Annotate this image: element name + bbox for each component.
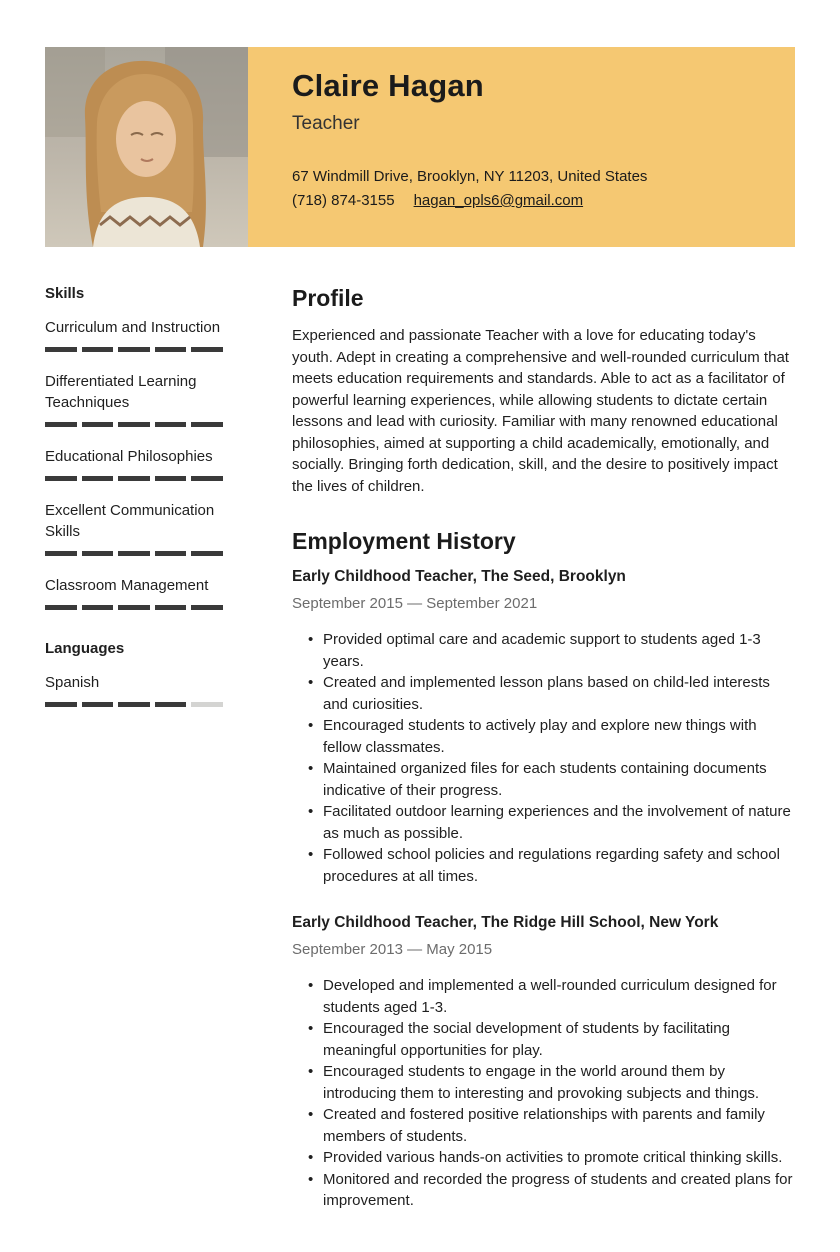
bullet-text: Provided optimal care and academic support to students aged 1-3 years. bbox=[323, 631, 761, 670]
profile-photo bbox=[45, 47, 248, 247]
bullet-text: Provided various hands-on activities to promote critical thinking skills. bbox=[323, 1149, 783, 1166]
bullet-marker: • bbox=[308, 1020, 314, 1037]
skill-item bbox=[45, 672, 223, 707]
profile-heading: Profile bbox=[292, 285, 364, 311]
skills-list bbox=[45, 317, 223, 610]
skill-level-segment bbox=[45, 422, 77, 427]
skill-level-segment bbox=[82, 422, 114, 427]
skill-level-segment bbox=[82, 702, 114, 707]
bullet-text: Developed and implemented a well-rounded curriculum designed for students aged 1-3. bbox=[323, 977, 777, 1016]
job-bullet bbox=[292, 1169, 795, 1212]
skill-level-segment bbox=[118, 605, 150, 610]
bullet-marker: • bbox=[308, 1106, 314, 1123]
candidate-title: Teacher bbox=[292, 113, 360, 134]
candidate-name: Claire Hagan bbox=[292, 68, 484, 103]
job-bullet bbox=[292, 1104, 795, 1147]
skill-level-bar bbox=[45, 702, 223, 707]
skill-level-bar bbox=[45, 422, 223, 427]
bullet-text: Encouraged students to engage in the world around them by introducing them to interesting and provoking subjects and things. bbox=[323, 1063, 760, 1102]
skill-level-segment bbox=[82, 347, 114, 352]
skill-level-bar bbox=[45, 605, 223, 610]
skill-level-segment bbox=[191, 551, 223, 556]
job-bullet bbox=[292, 801, 795, 844]
email-link[interactable]: hagan_opls6@gmail.com bbox=[413, 192, 584, 209]
skill-item bbox=[45, 500, 223, 556]
skill-label: Excellent Communication Skills bbox=[45, 502, 215, 540]
skill-level-bar bbox=[45, 551, 223, 556]
employment-section bbox=[292, 528, 795, 1212]
bullet-marker: • bbox=[308, 1149, 314, 1166]
skill-level-bar bbox=[45, 476, 223, 481]
main-column bbox=[292, 285, 795, 1212]
phone: (718) 874-3155 bbox=[292, 192, 395, 209]
sidebar bbox=[45, 285, 223, 1212]
job-bullet bbox=[292, 1018, 795, 1061]
job-entry bbox=[292, 568, 795, 887]
bullet-text: Facilitated outdoor learning experiences and the involvement of nature as much as possible. bbox=[323, 803, 791, 842]
skill-level-segment bbox=[82, 605, 114, 610]
skill-label: Educational Philosophies bbox=[45, 448, 213, 465]
bullet-marker: • bbox=[308, 1063, 314, 1080]
job-title: Early Childhood Teacher, The Seed, Brooklyn bbox=[292, 568, 626, 585]
bullet-marker: • bbox=[308, 631, 314, 648]
header-text bbox=[248, 47, 795, 247]
skill-item bbox=[45, 317, 223, 352]
employment-heading: Employment History bbox=[292, 528, 516, 554]
skill-level-segment bbox=[82, 551, 114, 556]
skill-level-segment bbox=[191, 347, 223, 352]
bullet-text: Monitored and recorded the progress of students and created plans for improvement. bbox=[323, 1170, 793, 1209]
skills-heading: Skills bbox=[45, 285, 85, 302]
contact-row bbox=[292, 192, 785, 209]
job-dates: September 2013 — May 2015 bbox=[292, 941, 493, 958]
job-bullet bbox=[292, 1061, 795, 1104]
skill-level-segment bbox=[118, 476, 150, 481]
bullet-text: Created and implemented lesson plans based on child-led interests and curiosities. bbox=[323, 674, 770, 713]
skill-level-segment bbox=[191, 422, 223, 427]
bullet-marker: • bbox=[308, 674, 314, 691]
skill-item bbox=[45, 371, 223, 427]
job-bullet bbox=[292, 844, 795, 887]
skill-level-segment bbox=[45, 551, 77, 556]
bullet-marker: • bbox=[308, 803, 314, 820]
profile-section bbox=[292, 285, 795, 497]
job-bullets bbox=[292, 975, 795, 1212]
job-bullet bbox=[292, 758, 795, 801]
job-bullet bbox=[292, 629, 795, 672]
skill-level-bar bbox=[45, 347, 223, 352]
skill-level-segment bbox=[155, 605, 187, 610]
job-title: Early Childhood Teacher, The Ridge Hill School, New York bbox=[292, 914, 719, 931]
resume-header bbox=[45, 47, 795, 247]
skill-item bbox=[45, 446, 223, 481]
job-dates: September 2015 — September 2021 bbox=[292, 595, 538, 612]
job-bullet bbox=[292, 1147, 795, 1169]
skill-level-segment bbox=[155, 702, 187, 707]
portrait-photo-illustration bbox=[45, 47, 248, 247]
bullet-marker: • bbox=[308, 977, 314, 994]
skill-level-segment bbox=[155, 551, 187, 556]
address: 67 Windmill Drive, Brooklyn, NY 11203, United States bbox=[292, 168, 648, 185]
bullet-text: Followed school policies and regulations regarding safety and school procedures at all times. bbox=[323, 846, 780, 885]
bullet-marker: • bbox=[308, 717, 314, 734]
resume-body bbox=[0, 247, 840, 1252]
skill-label: Spanish bbox=[45, 674, 100, 691]
skill-level-segment bbox=[45, 605, 77, 610]
bullet-text: Maintained organized files for each students containing documents indicative of their progress. bbox=[323, 760, 767, 799]
skill-label: Differentiated Learning Teachniques bbox=[45, 373, 197, 411]
skill-level-segment bbox=[82, 476, 114, 481]
skill-level-segment bbox=[191, 476, 223, 481]
bullet-text: Created and fostered positive relationships with parents and family members of students. bbox=[323, 1106, 765, 1145]
languages-list bbox=[45, 672, 223, 707]
bullet-marker: • bbox=[308, 760, 314, 777]
languages-heading: Languages bbox=[45, 640, 125, 657]
skill-level-segment bbox=[155, 476, 187, 481]
skill-level-segment bbox=[45, 476, 77, 481]
profile-text: Experienced and passionate Teacher with a love for educating today's youth. Adept in creating a comprehensive and well-rounded curriculum that meets education requirements and standards. Able to act as a facilitator of powerful learning experiences, while allowing students to dictate certain lessons and lead with curiosity. Familiar with many renowned educational philosophies, aimed at supporting a child academically, emotionally, and socially. Bringing forth dedication, skill, and the desire to positively impact the lives of children. bbox=[292, 327, 789, 495]
skill-label: Curriculum and Instruction bbox=[45, 319, 221, 336]
bullet-text: Encouraged the social development of students by facilitating meaningful opportunities for play. bbox=[323, 1020, 730, 1059]
skill-level-segment bbox=[118, 551, 150, 556]
skill-item bbox=[45, 575, 223, 610]
job-bullet bbox=[292, 672, 795, 715]
resume-page bbox=[0, 47, 840, 1252]
bullet-text: Encouraged students to actively play and explore new things with fellow classmates. bbox=[323, 717, 757, 756]
contact-block bbox=[292, 168, 785, 209]
skill-level-segment bbox=[118, 422, 150, 427]
skill-level-segment bbox=[45, 347, 77, 352]
job-bullet bbox=[292, 975, 795, 1018]
job-entry bbox=[292, 914, 795, 1212]
skill-label: Classroom Management bbox=[45, 577, 209, 594]
skill-level-segment bbox=[155, 347, 187, 352]
skill-level-segment bbox=[155, 422, 187, 427]
bullet-marker: • bbox=[308, 846, 314, 863]
jobs-list bbox=[292, 568, 795, 1212]
job-bullet bbox=[292, 715, 795, 758]
skill-level-segment bbox=[45, 702, 77, 707]
skill-level-segment bbox=[118, 347, 150, 352]
skill-level-segment bbox=[191, 702, 223, 707]
bullet-marker: • bbox=[308, 1170, 314, 1188]
skill-level-segment bbox=[118, 702, 150, 707]
job-bullets bbox=[292, 629, 795, 887]
skill-level-segment bbox=[191, 605, 223, 610]
